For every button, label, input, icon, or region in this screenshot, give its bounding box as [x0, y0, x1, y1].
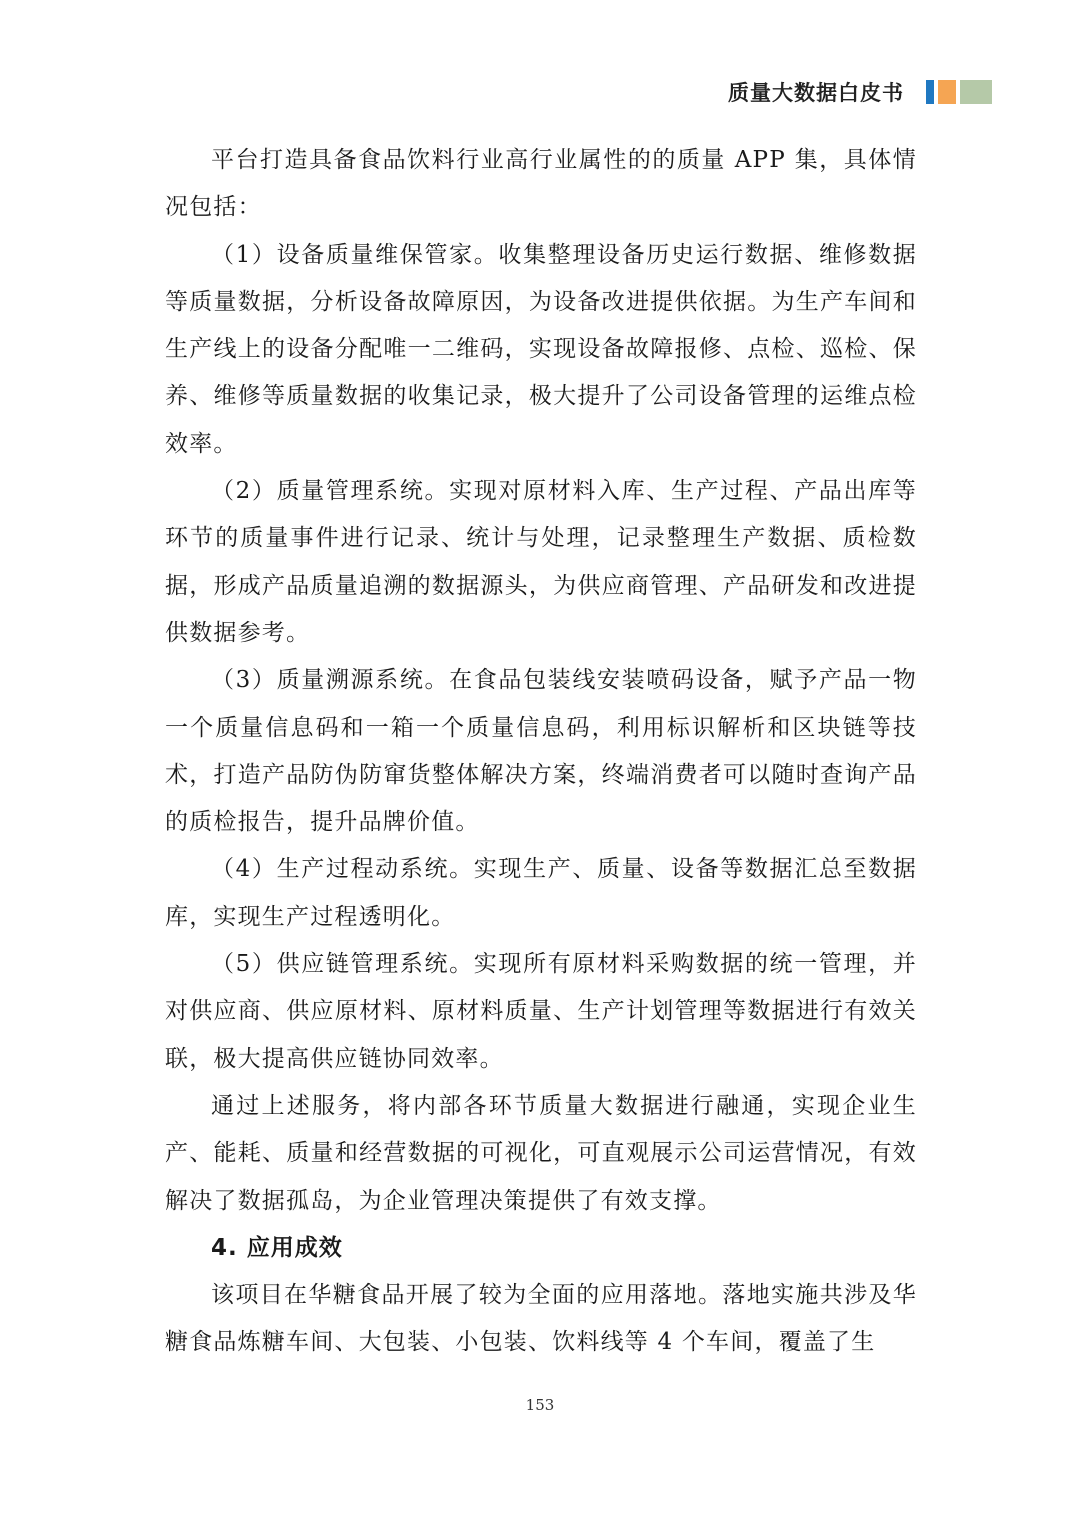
page-header	[728, 77, 992, 107]
paragraph-supply-chain: （5）供应链管理系统。实现所有原材料采购数据的统一管理，并对供应商、供应原材料、原材料质量、生产计划管理等数据进行有效关联，极大提高供应链协同效率。	[165, 951, 917, 1072]
section-heading: 4. 应用成效	[211, 1234, 343, 1261]
header-blue-block	[926, 80, 934, 104]
paragraph-equipment-maintenance: （1）设备质量维保管家。收集整理设备历史运行数据、维修数据等质量数据，分析设备故障原因，为设备改进提供依据。为生产车间和生产线上的设备分配唯一二维码，实现设备故障报修、点检、巡检、保养、维修等质量数据的收集记录，极大提升了公司设备管理的运维点检效率。	[165, 241, 917, 457]
intro-paragraph: 平台打造具备食品饮料行业高行业属性的的质量 APP 集，具体情况包括：	[165, 147, 917, 221]
paragraph-quality-management: （2）质量管理系统。实现对原材料入库、生产过程、产品出库等环节的质量事件进行记录、统计与处理，记录整理生产数据、质检数据，形成产品质量追溯的数据源头，为供应商管理、产品研发和改进提供数据参考。	[165, 478, 917, 646]
header-orange-block	[938, 80, 956, 104]
page-body	[165, 137, 917, 1367]
header-green-block	[960, 80, 992, 104]
paragraph-summary: 通过上述服务，将内部各环节质量大数据进行融通，实现企业生产、能耗、质量和经营数据的可视化，可直观展示公司运营情况，有效解决了数据孤岛，为企业管理决策提供了有效支撑。	[165, 1092, 917, 1214]
header-title: 质量大数据白皮书	[728, 81, 904, 105]
paragraph-quality-traceability: （3）质量溯源系统。在食品包装线安装喷码设备，赋予产品一物一个质量信息码和一箱一个质量信息码，利用标识解析和区块链等技术，打造产品防伪防窜货整体解决方案，终端消费者可以随时查询产品的质检报告，提升品牌价值。	[165, 667, 917, 836]
paragraph-production-process: （4）生产过程动系统。实现生产、质量、设备等数据汇总至数据库，实现生产过程透明化。	[165, 856, 917, 930]
paragraph-application-results: 该项目在华糖食品开展了较为全面的应用落地。落地实施共涉及华糖食品炼糖车间、大包装、小包装、饮料线等 4 个车间，覆盖了生	[165, 1282, 917, 1356]
page-number: 153	[525, 1396, 555, 1414]
